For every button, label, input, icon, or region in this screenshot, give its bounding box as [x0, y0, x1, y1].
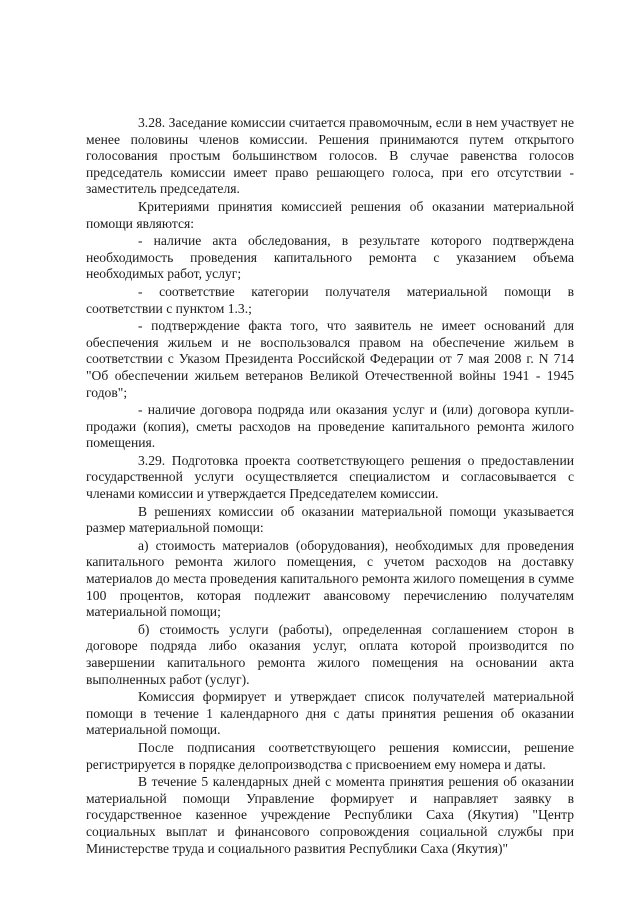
- criteria-item-inspection-act: - наличие акта обследования, в результате которого подтверждена необходимость проведения капитального ремонта с указанием объема необходимых работ, услуг;: [86, 233, 574, 282]
- paragraph-registration: После подписания соответствующего решения комиссии, решение регистрируется в порядке делопроизводства с присвоением ему номера и даты.: [86, 739, 574, 772]
- criteria-item-contract: - наличие договора подряда или оказания услуг и (или) договора купли-продажи (копия), сметы расходов на проведение капитального ремонта жилого помещения.: [86, 402, 574, 451]
- paragraph-request: В течение 5 календарных дней с момента принятия решения об оказании материальной помощи Управление формирует и направляет заявку в государственное казенное учреждение Республики Саха (Якутия) "Центр социальных выплат и финансового сопровождения социальной службы при Министерстве труда и социального развития Республики Саха (Якутия)": [86, 774, 574, 856]
- criteria-item-recipient-category: - соответствие категории получателя материальной помощи в соответствии с пунктом 1.3.;: [86, 283, 574, 316]
- criteria-item-housing-right: - подтверждение факта того, что заявитель не имеет оснований для обеспечения жильем и не воспользовался правом на обеспечение жильем в соответствии с Указом Президента Российской Федерации от 7 мая 2008 г. N 714 "Об обеспечении жильем ветеранов Великой Отечественной войны 1941 - 1945 годов";: [86, 318, 574, 400]
- paragraph-criteria-intro: Критериями принятия комиссией решения об оказании материальной помощи являются:: [86, 198, 574, 231]
- paragraph-aid-services: б) стоимость услуги (работы), определенная соглашением сторон в договоре подряда либо оказания услуг, оплата которой производится по завершении капитального ремонта жилого помещения на основании акта выполненных работ (услуг).: [86, 621, 574, 687]
- paragraph-3-29: 3.29. Подготовка проекта соответствующего решения о предоставлении государственной услуги осуществляется специалистом и согласовывается с членами комиссии и утверждается Председателем комиссии.: [86, 452, 574, 502]
- paragraph-aid-amount-intro: В решениях комиссии об оказании материальной помощи указывается размер материальной помощи:: [86, 503, 574, 536]
- paragraph-3-28: 3.28. Заседание комиссии считается правомочным, если в нем участвует не менее половины членов комиссии. Решения принимаются путем открытого голосования простым большинством голосов. В случае равенства голосов председатель комиссии имеет право решающего голоса, при его отсутствии - заместитель председателя.: [86, 115, 574, 197]
- paragraph-aid-materials: а) стоимость материалов (оборудования), необходимых для проведения капитального ремонта жилого помещения, с учетом расходов на доставку материалов до места проведения капитального ремонта жилого помещения в сумме 100 процентов, которая подлежит авансовому перечислению получателям материальной помощи;: [86, 537, 574, 620]
- paragraph-recipients-list: Комиссия формирует и утверждает список получателей материальной помощи в течение 1 календарного дня с даты принятия решения об оказании материальной помощи.: [86, 689, 574, 738]
